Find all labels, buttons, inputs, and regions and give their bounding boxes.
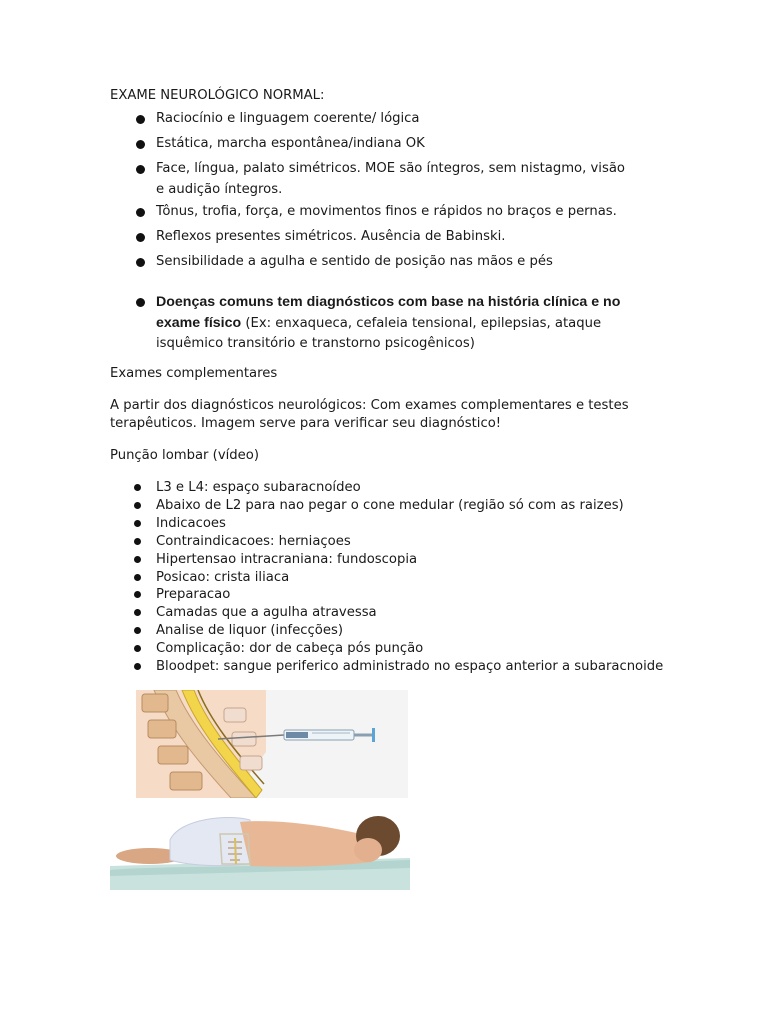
bullet-icon <box>134 538 141 545</box>
list-item: Posicao: crista iliaca <box>110 569 670 587</box>
bullet-icon <box>136 115 145 124</box>
list-item: Complicação: dor de cabeça pós punção <box>110 640 670 658</box>
highlight-list <box>110 292 640 358</box>
list-item: Tônus, trofia, força, e movimentos finos e rápidos no braços e pernas. <box>110 201 630 222</box>
list-item: Raciocínio e linguagem coerente/ lógica <box>110 108 630 129</box>
list-item: Face, língua, palato simétricos. MOE são íntegros, sem nistagmo, visão e audição íntegros. <box>110 158 630 200</box>
list-item: Camadas que a agulha atravessa <box>110 604 670 622</box>
bullet-icon <box>136 208 145 217</box>
list-item: Estática, marcha espontânea/indiana OK <box>110 133 630 154</box>
list-item: Analise de liquor (infecções) <box>110 622 670 640</box>
bullet-icon <box>136 258 145 267</box>
bullet-icon <box>136 298 145 307</box>
bullet-icon <box>134 502 141 509</box>
bullet-icon <box>134 484 141 491</box>
bullet-icon <box>136 140 145 149</box>
bullet-icon <box>134 574 141 581</box>
list-item: Abaixo de L2 para nao pegar o cone medular (região só com as raizes) <box>110 497 670 515</box>
list-item: L3 e L4: espaço subaracnoídeo <box>110 479 670 497</box>
list-item: Contraindicacoes: herniaçoes <box>110 533 670 551</box>
puncao-list <box>110 479 670 676</box>
bullet-icon <box>134 645 141 652</box>
list-item: Sensibilidade a agulha e sentido de posição nas mãos e pés <box>110 251 630 272</box>
list-item <box>110 292 640 354</box>
exam-list <box>110 108 630 276</box>
bullet-icon <box>134 663 141 670</box>
section-title-puncao: Punção lombar (vídeo) <box>110 448 259 463</box>
bullet-icon <box>134 520 141 527</box>
page-heading: EXAME NEUROLÓGICO NORMAL: <box>110 88 325 103</box>
spine-puncture-illustration <box>136 690 408 798</box>
bullet-icon <box>134 591 141 598</box>
bullet-icon <box>134 627 141 634</box>
bullet-icon <box>136 165 145 174</box>
list-item: Indicacoes <box>110 515 670 533</box>
section-title-complementares: Exames complementares <box>110 366 278 381</box>
highlight-examples: (Ex: enxaqueca, cefaleia tensional, epilepsias, ataque isquêmico transitório e transtorno psicogênicos) <box>156 316 602 351</box>
list-item: Bloodpet: sangue periferico administrado no espaço anterior a subaracnoide <box>110 658 670 676</box>
highlight-bold-text: Doenças comuns tem diagnósticos com base na história clínica e no exame físico <box>156 294 621 331</box>
list-item: Preparacao <box>110 586 670 604</box>
bullet-icon <box>134 556 141 563</box>
paragraph-diagnosticos: A partir dos diagnósticos neurológicos: Com exames complementares e testes terapêuticos. Imagem serve para verificar seu diagnóstico! <box>110 398 629 431</box>
patient-drawing <box>110 810 410 890</box>
patient-position-illustration <box>110 810 410 890</box>
bullet-icon <box>136 233 145 242</box>
bullet-icon <box>134 609 141 616</box>
spine-needle-drawing <box>136 690 408 798</box>
list-item: Reflexos presentes simétricos. Ausência de Babinski. <box>110 226 630 247</box>
list-item: Hipertensao intracraniana: fundoscopia <box>110 551 670 569</box>
